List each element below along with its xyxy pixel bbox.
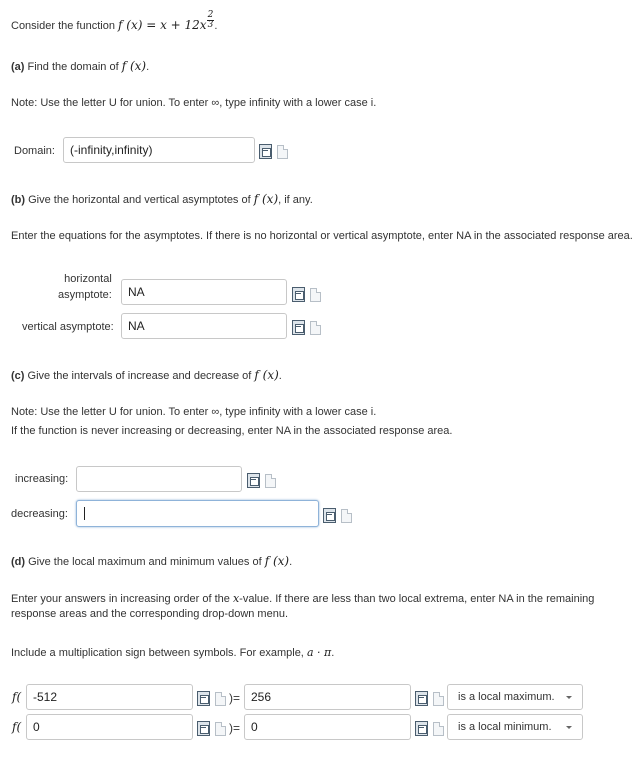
f-prefix: f(	[12, 690, 22, 704]
equation-editor-icon[interactable]	[197, 721, 210, 736]
part-d-instruction-2: response areas and the corresponding drop-down menu.	[11, 608, 289, 620]
part-c-note-2: If the function is never increasing or decreasing, enter NA in the associated response area.	[11, 425, 453, 437]
help-doc-icon[interactable]	[215, 692, 226, 706]
help-doc-icon[interactable]	[310, 288, 321, 302]
part-c-question: (c) Give the intervals of increase and decrease of f (x).	[11, 368, 282, 382]
equation-editor-icon[interactable]	[415, 721, 428, 736]
max-x-input[interactable]: -512	[26, 684, 193, 710]
help-doc-icon[interactable]	[310, 321, 321, 335]
equation-editor-icon[interactable]	[415, 691, 428, 706]
equals-sign: )=	[229, 691, 241, 705]
decreasing-input[interactable]	[76, 500, 319, 527]
help-doc-icon[interactable]	[265, 474, 276, 488]
horizontal-asymptote-input[interactable]: NA	[121, 279, 287, 305]
intro-text: Consider the function	[11, 20, 115, 32]
intro-function: f (x) = x + 12x	[118, 18, 207, 32]
equation-editor-icon[interactable]	[323, 508, 336, 523]
min-y-input[interactable]: 0	[244, 714, 411, 740]
max-y-input[interactable]: 256	[244, 684, 411, 710]
help-doc-icon[interactable]	[433, 692, 444, 706]
part-c-note-1: Note: Use the letter U for union. To enter ∞, type infinity with a lower case i.	[11, 406, 377, 418]
extremum-type-select[interactable]: is a local maximum.	[447, 684, 583, 710]
equation-editor-icon[interactable]	[292, 287, 305, 302]
extremum-type-select[interactable]: is a local minimum.	[447, 714, 583, 740]
increasing-input[interactable]	[76, 466, 242, 492]
min-x-input[interactable]: 0	[26, 714, 193, 740]
part-a-question: (a) Find the domain of f (x).	[11, 59, 150, 73]
vertical-asymptote-input[interactable]: NA	[121, 313, 287, 339]
intro-exponent: $\frac{2}{3}$	[207, 9, 214, 30]
f-prefix: f(	[12, 720, 22, 734]
help-doc-icon[interactable]	[277, 145, 288, 159]
help-doc-icon[interactable]	[433, 722, 444, 736]
intro-line: Consider the function f (x) = x + 12x $\frac{2}{3}$ .	[11, 9, 218, 32]
part-b-question: (b) Give the horizontal and vertical asymptotes of f (x), if any.	[11, 192, 313, 206]
equation-editor-icon[interactable]	[247, 473, 260, 488]
text-caret	[84, 507, 85, 520]
equals-sign: )=	[229, 721, 241, 735]
domain-input[interactable]: (-infinity,infinity)	[63, 137, 255, 163]
horizontal-asymptote-label: horizontal asymptote:	[58, 273, 112, 301]
vertical-asymptote-label: vertical asymptote:	[22, 321, 114, 333]
increasing-label: increasing:	[15, 473, 69, 485]
decreasing-label: decreasing:	[11, 508, 68, 520]
chevron-down-icon	[566, 726, 572, 729]
domain-label: Domain:	[14, 145, 55, 157]
equation-editor-icon[interactable]	[259, 144, 272, 159]
part-a-note: Note: Use the letter U for union. To enter ∞, type infinity with a lower case i.	[11, 97, 377, 109]
part-b-instruction: Enter the equations for the asymptotes. If there is no horizontal or vertical asymptote, enter NA in the associated response area.	[11, 230, 633, 242]
part-d-mult-note: Include a multiplication sign between symbols. For example, a · π.	[11, 646, 335, 659]
part-d-instruction-1: Enter your answers in increasing order of the x-value. If there are less than two local extrema, enter NA in the remaining	[11, 592, 595, 605]
help-doc-icon[interactable]	[341, 509, 352, 523]
part-d-question: (d) Give the local maximum and minimum values of f (x).	[11, 554, 293, 568]
equation-editor-icon[interactable]	[292, 320, 305, 335]
chevron-down-icon	[566, 696, 572, 699]
help-doc-icon[interactable]	[215, 722, 226, 736]
equation-editor-icon[interactable]	[197, 691, 210, 706]
